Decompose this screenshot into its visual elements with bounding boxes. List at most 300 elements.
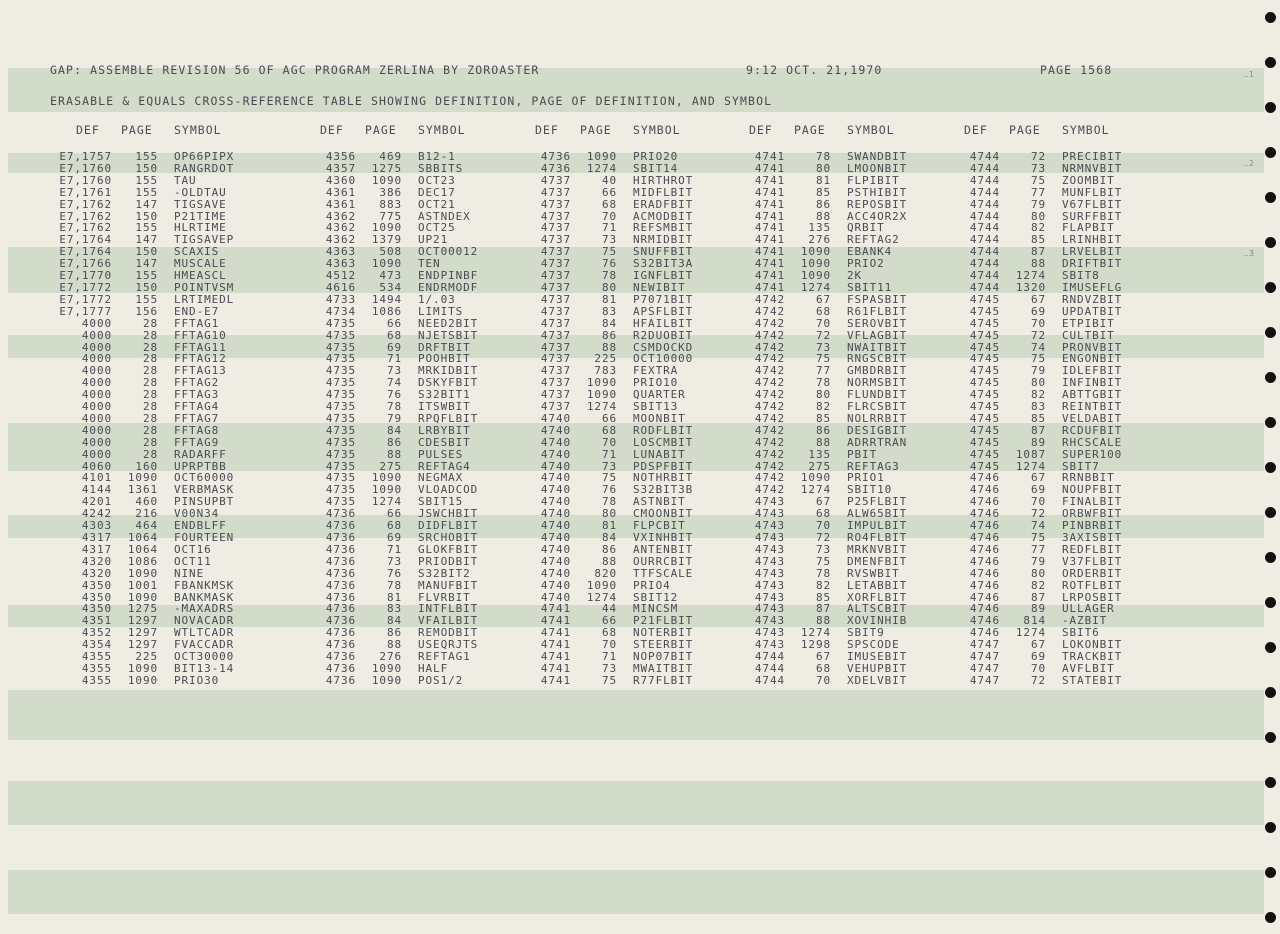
symbol-cell: ITSWBIT [418,400,471,414]
def-cell: 4745 [969,423,1000,437]
page-cell: 775 [379,209,402,223]
symbol-cell: OCT30000 [174,650,235,664]
symbol-cell: R61FLBIT [847,304,908,318]
def-cell: 4736 [325,519,356,533]
def-cell: 4512 [325,269,356,283]
page-cell: 78 [815,376,831,390]
page-cell: 1494 [371,292,402,306]
paper-band [8,781,1264,825]
symbol-cell: PRONVBIT [1062,340,1123,354]
page-cell: 82 [815,578,831,592]
page-cell: 1320 [1015,280,1046,294]
symbol-cell: NJETSBIT [418,328,479,342]
def-cell: E7,1760 [59,173,112,187]
def-cell: 4737 [540,197,571,211]
feed-hole [1265,462,1276,473]
symbol-cell: SBIT13 [633,400,679,414]
def-cell: 4742 [754,435,785,449]
symbol-cell: MOONBIT [633,411,686,425]
page-cell: 156 [135,304,158,318]
def-cell: 4746 [969,542,1000,556]
paper-band [8,870,1264,914]
column-header-symbol: SYMBOL [418,123,466,137]
def-cell: 4736 [540,161,571,175]
page-cell: 67 [815,650,831,664]
page-cell: 1086 [127,554,158,568]
symbol-cell: JSWCHBIT [418,507,479,521]
page-cell: 68 [386,519,402,533]
page-cell: 1274 [586,590,617,604]
margin-mark: ..3 [1243,249,1254,258]
header-page: PAGE 1568 [1040,63,1113,77]
feed-hole [1265,12,1276,23]
symbol-cell: OCT11 [174,554,212,568]
symbol-cell: 2K [847,269,863,283]
def-cell: 4737 [540,233,571,247]
symbol-cell: QUARTER [633,388,686,402]
page-cell: 75 [815,554,831,568]
def-cell: 4746 [969,471,1000,485]
page-cell: 77 [1030,542,1046,556]
page-cell: 460 [135,495,158,509]
page-cell: 88 [601,340,617,354]
table-row [0,675,1240,687]
page-cell: 28 [142,376,158,390]
symbol-cell: REFTAG1 [418,650,471,664]
page-cell: 85 [815,590,831,604]
symbol-cell: NRMNVBIT [1062,161,1123,175]
symbol-cell: SBIT10 [847,483,893,497]
page-cell: 87 [1030,423,1046,437]
def-cell: 4737 [540,185,571,199]
symbol-cell: OCT23 [418,173,456,187]
page-cell: 1090 [586,376,617,390]
symbol-cell: LOSCMBIT [633,435,694,449]
symbol-cell: IMUSEBIT [847,650,908,664]
symbol-cell: ROTFLBIT [1062,578,1123,592]
symbol-cell: DEC17 [418,185,456,199]
symbol-cell: -OLDTAU [174,185,227,199]
symbol-cell: NEED2BIT [418,316,479,330]
page-cell: 86 [386,435,402,449]
page-cell: 28 [142,316,158,330]
def-cell: 4741 [754,197,785,211]
page-cell: 1090 [127,471,158,485]
symbol-cell: RNDVZBIT [1062,292,1123,306]
symbol-cell: TAU [174,173,197,187]
symbol-cell: ZOOMBIT [1062,173,1115,187]
page-cell: 68 [815,507,831,521]
page-cell: 155 [135,173,158,187]
page-cell: 147 [135,257,158,271]
symbol-cell: SNUFFBIT [633,245,694,259]
def-cell: 4357 [325,161,356,175]
def-cell: E7,1777 [59,304,112,318]
feed-hole [1265,147,1276,158]
page-cell: 86 [601,328,617,342]
symbol-cell: FLVRBIT [418,590,471,604]
page-cell: 71 [601,650,617,664]
page-cell: 76 [386,388,402,402]
def-cell: 4737 [540,328,571,342]
symbol-cell: FFTAG13 [174,364,227,378]
table-row [0,306,1240,318]
table-row [0,580,1240,592]
def-cell: 4735 [325,471,356,485]
page-cell: 76 [601,483,617,497]
symbol-cell: UPRPTBB [174,459,227,473]
table-row [0,437,1240,449]
def-cell: 4740 [540,483,571,497]
symbol-cell: VFAILBIT [418,614,479,628]
symbol-cell: PRECIBIT [1062,150,1123,163]
page-cell: 82 [1030,388,1046,402]
symbol-cell: APSFLBIT [633,304,694,318]
symbol-cell: NOP07BIT [633,650,694,664]
page-cell: 72 [1030,328,1046,342]
symbol-cell: LOKONBIT [1062,638,1123,652]
table-row [0,568,1240,580]
symbol-cell: HIRTHROT [633,173,694,187]
symbol-cell: BIT13-14 [174,661,235,675]
def-cell: 4742 [754,411,785,425]
def-cell: E7,1760 [59,161,112,175]
page-cell: 160 [135,459,158,473]
def-cell: 4737 [540,400,571,414]
def-cell: 4734 [325,304,356,318]
column-header-def: DEF [535,123,559,137]
symbol-cell: HFAILBIT [633,316,694,330]
page-cell: 1090 [371,257,402,271]
def-cell: 4735 [325,423,356,437]
def-cell: 4741 [540,650,571,664]
symbol-cell: FFTAG2 [174,376,220,390]
symbol-cell: SBIT6 [1062,626,1100,640]
def-cell: 4000 [81,447,112,461]
def-cell: 4742 [754,483,785,497]
symbol-cell: INFINBIT [1062,376,1123,390]
symbol-cell: OURRCBIT [633,554,694,568]
def-cell: 4736 [325,566,356,580]
def-cell: 4355 [81,661,112,675]
def-cell: 4736 [540,150,571,163]
page-cell: 79 [386,411,402,425]
symbol-cell: DESIGBIT [847,423,908,437]
feed-hole [1265,282,1276,293]
page-cell: 74 [1030,340,1046,354]
def-cell: 4736 [325,661,356,675]
def-cell: 4746 [969,531,1000,544]
symbol-cell: DRFTBIT [418,340,471,354]
symbol-cell: TIGSAVE [174,197,227,211]
page-cell: 78 [815,150,831,163]
def-cell: 4745 [969,328,1000,342]
symbol-cell: POS1/2 [418,673,464,687]
def-cell: 4742 [754,316,785,330]
def-cell: 4742 [754,388,785,402]
symbol-cell: LRPOSBIT [1062,590,1123,604]
page-cell: 1090 [127,566,158,580]
page-cell: 150 [135,161,158,175]
def-cell: 4735 [325,459,356,473]
def-cell: 4736 [325,673,356,687]
def-cell: E7,1772 [59,280,112,294]
page-cell: 88 [1030,257,1046,271]
symbol-cell: OCT21 [418,197,456,211]
symbol-cell: ERADFBIT [633,197,694,211]
page-cell: 80 [601,280,617,294]
column-header-def: DEF [320,123,344,137]
def-cell: 4746 [969,554,1000,568]
symbol-cell: TTFSCALE [633,566,694,580]
symbol-cell: XOVINHIB [847,614,908,628]
def-cell: 4350 [81,578,112,592]
page-cell: 72 [815,328,831,342]
page-cell: 1275 [371,161,402,175]
symbol-cell: ENGONBIT [1062,352,1123,366]
column-header-def: DEF [749,123,773,137]
def-cell: 4741 [754,161,785,175]
page-cell: 225 [135,650,158,664]
page-cell: 84 [601,531,617,544]
def-cell: 4745 [969,447,1000,461]
def-cell: 4743 [754,590,785,604]
def-cell: 4741 [540,638,571,652]
def-cell: 4735 [325,340,356,354]
page-cell: 275 [379,459,402,473]
page-cell: 67 [815,495,831,509]
symbol-cell: P21TIME [174,209,227,223]
symbol-cell: POOHBIT [418,352,471,366]
page-cell: 70 [1030,316,1046,330]
def-cell: 4744 [969,197,1000,211]
symbol-cell: S32BIT3B [633,483,694,497]
page-cell: 85 [815,185,831,199]
symbol-cell: IMPULBIT [847,519,908,533]
page-cell: 75 [1030,173,1046,187]
def-cell: 4746 [969,602,1000,616]
def-cell: E7,1762 [59,209,112,223]
page-cell: 89 [1030,435,1046,449]
def-cell: 4747 [969,638,1000,652]
page-cell: 28 [142,352,158,366]
page-cell: 155 [135,221,158,235]
table-row [0,294,1240,306]
def-cell: 4356 [325,150,356,163]
page-cell: 28 [142,447,158,461]
symbol-cell: STATEBIT [1062,673,1123,687]
page-cell: 82 [1030,578,1046,592]
page-cell: 77 [1030,185,1046,199]
symbol-cell: NOLRRBIT [847,411,908,425]
symbol-cell: RNGSCBIT [847,352,908,366]
symbol-cell: FLPIBIT [847,173,900,187]
page-cell: 473 [379,269,402,283]
table-row [0,318,1240,330]
def-cell: 4737 [540,340,571,354]
cross-reference-table [0,151,1240,687]
symbol-cell: ULLAGER [1062,602,1115,616]
def-cell: 4736 [325,542,356,556]
symbol-cell: OCT60000 [174,471,235,485]
def-cell: 4746 [969,519,1000,533]
symbol-cell: ENDPINBF [418,269,479,283]
def-cell: 4735 [325,388,356,402]
symbol-cell: MUSCALE [174,257,227,271]
symbol-cell: OCT00012 [418,245,479,259]
def-cell: 4320 [81,554,112,568]
def-cell: 4746 [969,507,1000,521]
symbol-cell: INTFLBIT [418,602,479,616]
def-cell: 4743 [754,614,785,628]
symbol-cell: P7071BIT [633,292,694,306]
page-cell: 1274 [1015,459,1046,473]
def-cell: 4740 [540,590,571,604]
symbol-cell: SBIT14 [633,161,679,175]
def-cell: 4361 [325,197,356,211]
page-cell: 73 [1030,161,1046,175]
symbol-cell: UP21 [418,233,449,247]
def-cell: 4742 [754,364,785,378]
page-cell: 155 [135,292,158,306]
column-header-page: PAGE [1009,123,1041,137]
symbol-cell: ASTNDEX [418,209,471,223]
def-cell: 4745 [969,340,1000,354]
symbol-cell: SURFFBIT [1062,209,1123,223]
page-cell: 275 [808,459,831,473]
symbol-cell: USEQRJTS [418,638,479,652]
def-cell: 4735 [325,435,356,449]
def-cell: 4736 [325,614,356,628]
page-cell: 1090 [371,661,402,675]
page-cell: 75 [601,471,617,485]
symbol-cell: RO4FLBIT [847,531,908,544]
def-cell: 4000 [81,340,112,354]
page-cell: 68 [815,661,831,675]
symbol-cell: R2DUOBIT [633,328,694,342]
page-cell: 150 [135,245,158,259]
def-cell: 4741 [754,269,785,283]
page-cell: 73 [815,542,831,556]
def-cell: 4355 [81,673,112,687]
symbol-cell: EBANK4 [847,245,893,259]
page-cell: 84 [386,614,402,628]
symbol-cell: REFTAG2 [847,233,900,247]
symbol-cell: PSTHIBIT [847,185,908,199]
def-cell: 4743 [754,507,785,521]
def-cell: 4742 [754,423,785,437]
symbol-cell: HALF [418,661,449,675]
def-cell: 4744 [969,269,1000,283]
def-cell: 4360 [325,173,356,187]
symbol-cell: NORMSBIT [847,376,908,390]
symbol-cell: -MAXADRS [174,602,235,616]
symbol-cell: SUPER100 [1062,447,1123,461]
page-cell: 72 [815,531,831,544]
def-cell: 4737 [540,388,571,402]
page-cell: 1064 [127,531,158,544]
page-cell: 1274 [1015,269,1046,283]
def-cell: 4744 [969,280,1000,294]
page-cell: 69 [1030,483,1046,497]
symbol-cell: PRIO20 [633,150,679,163]
page-cell: 783 [594,364,617,378]
symbol-cell: NOTHRBIT [633,471,694,485]
page-cell: 1090 [586,388,617,402]
def-cell: 4743 [754,519,785,533]
page-cell: 80 [601,507,617,521]
page-cell: 70 [1030,661,1046,675]
def-cell: 4743 [754,602,785,616]
symbol-cell: FLRCSBIT [847,400,908,414]
page-cell: 83 [601,304,617,318]
symbol-cell: FOURTEEN [174,531,235,544]
page-cell: 85 [815,411,831,425]
page-cell: 81 [601,292,617,306]
symbol-cell: IMUSEFLG [1062,280,1123,294]
def-cell: 4742 [754,292,785,306]
symbol-cell: ASTNBIT [633,495,686,509]
symbol-cell: 1/.03 [418,292,456,306]
def-cell: 4744 [969,173,1000,187]
symbol-cell: MRKIDBIT [418,364,479,378]
page-cell: 73 [386,554,402,568]
page-cell: 87 [1030,590,1046,604]
symbol-cell: NOTERBIT [633,626,694,640]
symbol-cell: FFTAG1 [174,316,220,330]
def-cell: 4201 [81,495,112,509]
column-header-symbol: SYMBOL [847,123,895,137]
def-cell: 4737 [540,269,571,283]
def-cell: 4746 [969,626,1000,640]
def-cell: 4741 [540,614,571,628]
def-cell: 4745 [969,435,1000,449]
symbol-cell: REPOSBIT [847,197,908,211]
symbol-cell: FFTAG4 [174,400,220,414]
symbol-cell: FINALBIT [1062,495,1123,509]
page-cell: 67 [1030,638,1046,652]
def-cell: 4740 [540,495,571,509]
symbol-cell: FLUNDBIT [847,388,908,402]
symbol-cell: FFTAG12 [174,352,227,366]
def-cell: 4741 [754,185,785,199]
symbol-cell: XORFLBIT [847,590,908,604]
symbol-cell: PRIO10 [633,376,679,390]
symbol-cell: ENDBLFF [174,519,227,533]
symbol-cell: MINCSM [633,602,679,616]
page-cell: 68 [601,626,617,640]
symbol-cell: RADARFF [174,447,227,461]
feed-hole [1265,507,1276,518]
symbol-cell: QRBIT [847,221,885,235]
def-cell: 4744 [969,209,1000,223]
page-cell: 1090 [127,673,158,687]
def-cell: 4740 [540,519,571,533]
feed-hole [1265,237,1276,248]
symbol-cell: ORDERBIT [1062,566,1123,580]
symbol-cell: AVFLBIT [1062,661,1115,675]
page-cell: 70 [601,209,617,223]
page-cell: 71 [386,542,402,556]
page-cell: 464 [135,519,158,533]
def-cell: 4741 [754,280,785,294]
header-time: 9:12 OCT. 21,1970 [746,63,883,77]
page-cell: 1090 [800,269,831,283]
paper-band [8,690,1264,740]
def-cell: 4000 [81,376,112,390]
symbol-cell: REFSMBIT [633,221,694,235]
page-cell: 72 [1030,507,1046,521]
